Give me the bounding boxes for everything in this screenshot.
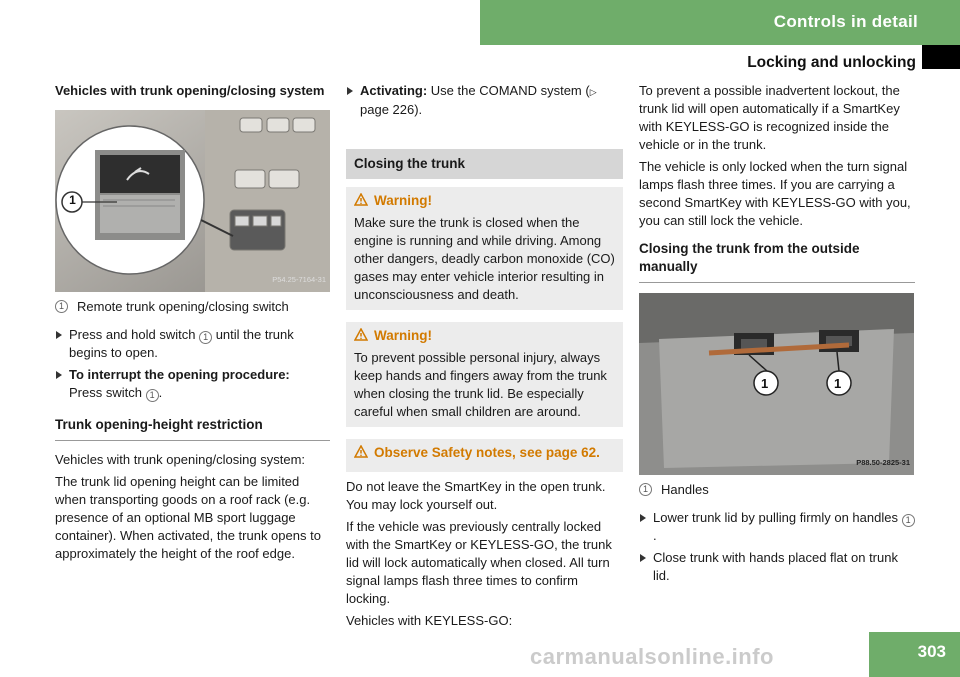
warning-title: Warning! (374, 328, 432, 343)
warning-heading (354, 327, 615, 345)
bullet-lower-lid (639, 509, 915, 545)
photo2-caption (639, 481, 915, 499)
page-ref-arrow-icon: ▷ (589, 87, 597, 97)
callout-marker: 1 (55, 300, 68, 313)
col2-para: If the vehicle was previously centrally locked with the SmartKey or KEYLESS-GO, the trunk lid will lock automatically when closed. All turn signal lamps flash three times to confirm locking. (346, 519, 612, 606)
bullet-text: Press switch (69, 385, 146, 400)
bullet-text: until the trunk begins to open. (69, 327, 294, 360)
closing-trunk-bar: Closing the trunk (346, 149, 623, 179)
bullet-activating (346, 82, 623, 119)
warning-triangle-icon (354, 193, 368, 206)
bullet-bold-text: To interrupt the opening procedure: (69, 367, 290, 382)
warning-title: Warning! (374, 193, 432, 208)
col3-para: To prevent a possible inadvertent lockout, the trunk lid will open automatically if a SmartKey with KEYLESS-GO is recognized inside the vehicle or in the trunk. (639, 83, 900, 152)
bullet-text: . (158, 385, 163, 400)
chapter-title: Controls in detail (773, 12, 918, 31)
bullet-text: . (653, 528, 657, 543)
section-marker (922, 45, 960, 69)
watermark: carmanualsonline.info (530, 644, 774, 669)
bullet-interrupt (55, 366, 330, 402)
col2-para: Do not leave the SmartKey in the open trunk. You may lock yourself out. (346, 479, 606, 512)
switch-photo-illustration (55, 110, 330, 292)
callout-marker: 1 (146, 389, 159, 402)
photo2-callout-right: 1 (834, 376, 842, 391)
callout-marker: 1 (639, 483, 652, 496)
bullet-text: Use the COMAND system ( (427, 83, 590, 98)
callout-marker: 1 (902, 514, 915, 527)
warning-box-2 (346, 322, 623, 427)
warning-text: Make sure the trunk is closed when the engine is running and while driving. Among other dangers, deadly carbon monoxide (CO) gases may enter vehicle interior resulting in unconsciousness and death. (354, 215, 615, 302)
photo2-callout-left: 1 (761, 376, 769, 391)
photo2-code: P88.50-2825-31 (856, 458, 910, 467)
photo1-code: P54.25-7164-31 (272, 275, 326, 284)
col2-para: Vehicles with KEYLESS-GO: (346, 613, 513, 628)
col1-subheading: Trunk opening-height restriction (55, 416, 330, 441)
column-3 (639, 82, 915, 589)
bullet-close-trunk: Close trunk with hands placed flat on trunk lid. (639, 549, 915, 585)
page-number-tab (869, 632, 960, 677)
col1-para: Vehicles with trunk opening/closing system: (55, 452, 306, 467)
warning-box-3 (346, 439, 623, 472)
caption-text: Handles (661, 482, 709, 497)
photo1-callout: 1 (69, 193, 76, 207)
caption-text: Remote trunk opening/closing switch (77, 299, 289, 314)
column-2 (346, 82, 623, 634)
warning-heading (354, 192, 615, 210)
col1-para: The trunk lid opening height can be limited when transporting goods on a roof rack (e.g. presence of an optional MB sport luggage container). When activated, the trunk opens to approximately the height of the roof edge. (55, 474, 321, 561)
warning-triangle-icon (354, 328, 368, 341)
bullet-text: Lower trunk lid by pulling firmly on handles (653, 510, 902, 525)
warning-heading (354, 444, 615, 462)
switch-photo (55, 110, 330, 292)
col3-para: The vehicle is only locked when the turn signal lamps flash three times. If you are carrying a second SmartKey with KEYLESS-GO with you, you can still lock the vehicle. (639, 159, 911, 228)
bullet-bold-text: Activating: (360, 83, 428, 98)
photo1-caption (55, 298, 330, 316)
callout-marker: 1 (199, 331, 212, 344)
warning-box-1 (346, 187, 623, 310)
trunk-photo (639, 293, 914, 475)
warning-triangle-icon (354, 445, 368, 458)
page-ref: page 226). (360, 102, 423, 117)
trunk-photo-illustration (639, 293, 914, 475)
column-1 (55, 82, 330, 567)
bullet-text: Press and hold switch (69, 327, 200, 342)
warning-title: Observe Safety notes, see page 62. (374, 445, 600, 460)
page-number: 303 (917, 642, 946, 661)
col3-subheading: Closing the trunk from the outside manually (639, 240, 915, 283)
section-title: Locking and unlocking (747, 54, 916, 71)
chapter-tab (480, 0, 960, 45)
warning-text: To prevent possible personal injury, always keep hands and fingers away from the trunk when closing the trunk lid. Be especially careful when small children are around. (354, 350, 607, 419)
col1-heading: Vehicles with trunk opening/closing system (55, 83, 325, 98)
bullet-press-switch (55, 326, 330, 362)
